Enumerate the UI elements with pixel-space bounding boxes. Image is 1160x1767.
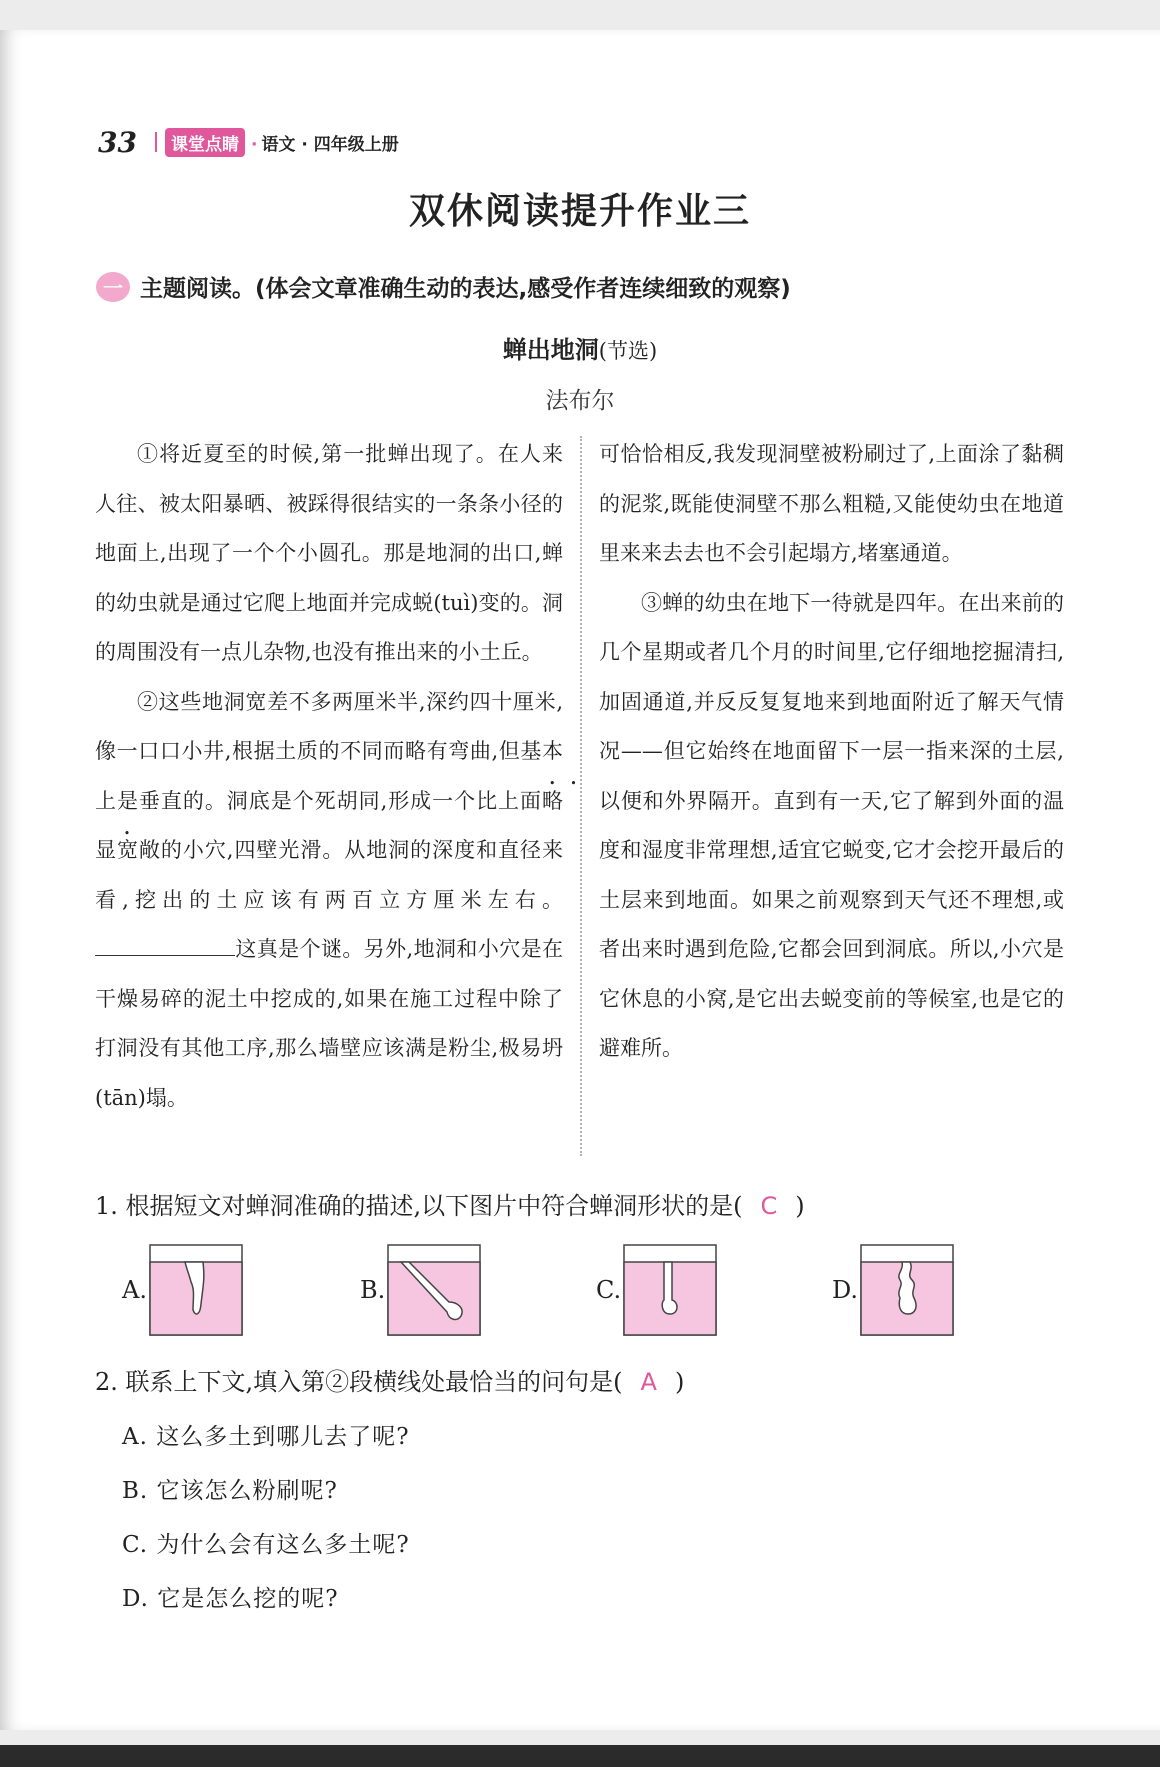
option-d[interactable] xyxy=(832,1244,954,1336)
option-b-label: B. xyxy=(360,1276,386,1304)
option-b[interactable] xyxy=(360,1244,481,1336)
question-1-text: 1. 根据短文对蝉洞准确的描述,以下图片中符合蝉洞形状的是( xyxy=(95,1192,743,1220)
question-2-answer[interactable]: A xyxy=(640,1368,657,1396)
column-divider xyxy=(580,436,582,1156)
header-subject xyxy=(251,130,399,155)
question-2-choice-c[interactable]: C. 为什么会有这么多土呢? xyxy=(122,1532,410,1558)
option-d-label: D. xyxy=(832,1276,859,1304)
header-divider xyxy=(155,132,157,152)
header-dot: · xyxy=(250,134,258,155)
question-1 xyxy=(95,1186,805,1221)
page-header xyxy=(98,124,399,160)
question-2-choice-a[interactable]: A. 这么多土到哪儿去了呢? xyxy=(122,1424,410,1450)
burrow-shape-d-icon xyxy=(860,1244,954,1336)
article-column-left xyxy=(95,430,563,1123)
section-instruction: 主题阅读。(体会文章准确生动的表达,感受作者连续细致的观察) xyxy=(140,276,791,302)
question-1-options xyxy=(0,1244,1160,1340)
emphasized-char: 基 xyxy=(520,739,542,763)
paragraph-3: ③蝉的幼虫在地下一待就是四年。在出来前的几个星期或者几个月的时间里,它仔细地挖掘清扫,加固通道,并反反复复地来到地面附近了解天气情况——但它始终在地面留下一层一指来深的土层,以便和外界隔开。直到有一天,它了解到外面的温度和湿度非常理想,适宜它蜕变,它才会挖开最后的土层来到地面。如果之前观察到天气还不理想,或者出来时遇到危险,它都会回到洞底。所以,小穴是它休息的小窝,是它出去蜕变前的等候室,也是它的避难所。 xyxy=(599,590,1064,1060)
article-author: 法布尔 xyxy=(545,388,615,414)
emphasized-char: 上 xyxy=(95,788,117,813)
question-2-choice-b[interactable]: B. 它该怎么粉刷呢? xyxy=(122,1478,338,1504)
question-2 xyxy=(95,1362,684,1397)
section-number-badge: 一 xyxy=(96,272,130,302)
article-title xyxy=(0,330,1160,365)
header-subject-text: 语文 · 四年级上册 xyxy=(261,134,399,155)
question-2-close: ) xyxy=(674,1368,685,1396)
option-c[interactable] xyxy=(596,1244,717,1336)
paragraph-2-continued: 可恰恰相反,我发现洞壁被粉刷过了,上面涂了黏稠的泥浆,既能使洞壁不那么粗糙,又能使幼虫在地道里来来去去也不会引起塌方,堵塞通道。 xyxy=(599,442,1064,565)
paragraph-2-part-b: 是垂直的。洞底是个死胡同,形成一个比上面略显宽敞的小穴,四壁光滑。从地洞的深度和直径来看,挖出的土应该有两百立方厘米左右。 xyxy=(95,788,563,912)
question-2-choice-d[interactable]: D. 它是怎么挖的呢? xyxy=(122,1586,339,1612)
article-title-main: 蝉出地洞 xyxy=(502,335,599,364)
burrow-shape-c-icon xyxy=(623,1244,717,1336)
burrow-shape-b-icon xyxy=(387,1244,481,1336)
option-a-label: A. xyxy=(122,1276,147,1304)
article-column-right xyxy=(599,430,1064,1074)
paragraph-2-part-c: 这真是个谜。另外,地洞和小穴是在干燥易碎的泥土中挖成的,如果在施工过程中除了打洞没有其他工序,那么墙壁应该满是粉尘,极易坍(tān)塌。 xyxy=(95,937,563,1110)
bottom-bar xyxy=(0,1745,1160,1767)
paragraph-1: ①将近夏至的时候,第一批蝉出现了。在人来人往、被太阳暴晒、被踩得很结实的一条条小径的地面上,出现了一个个小圆孔。那是地洞的出口,蝉的幼虫就是通过它爬上地面并完成蜕(tuì)变的。洞的周围没有一点儿杂物,也没有推出来的小土丘。 xyxy=(95,442,563,664)
brand-badge: 课堂点睛 xyxy=(165,128,245,157)
emphasized-char: 本 xyxy=(542,739,563,763)
fill-in-blank[interactable] xyxy=(95,935,235,956)
question-1-answer[interactable]: C xyxy=(760,1192,778,1220)
article-title-sub: (节选) xyxy=(598,339,658,363)
question-1-close: ) xyxy=(795,1192,805,1220)
paragraph-2 xyxy=(95,678,563,1124)
burrow-shape-a-icon xyxy=(149,1244,243,1336)
option-a[interactable] xyxy=(122,1244,243,1336)
page-title: 双休阅读提升作业三 xyxy=(408,191,751,232)
option-c-label: C. xyxy=(596,1276,622,1304)
section-heading xyxy=(96,270,791,303)
paragraph-2-part-a: ②这些地洞宽差不多两厘米半,深约四十厘米,像一口口小井,根据土质的不同而略有弯曲,但 xyxy=(95,689,563,763)
question-2-text: 2. 联系上下文,填入第②段横线处最恰当的问句是( xyxy=(95,1368,623,1396)
page-number: 33 xyxy=(98,125,137,159)
